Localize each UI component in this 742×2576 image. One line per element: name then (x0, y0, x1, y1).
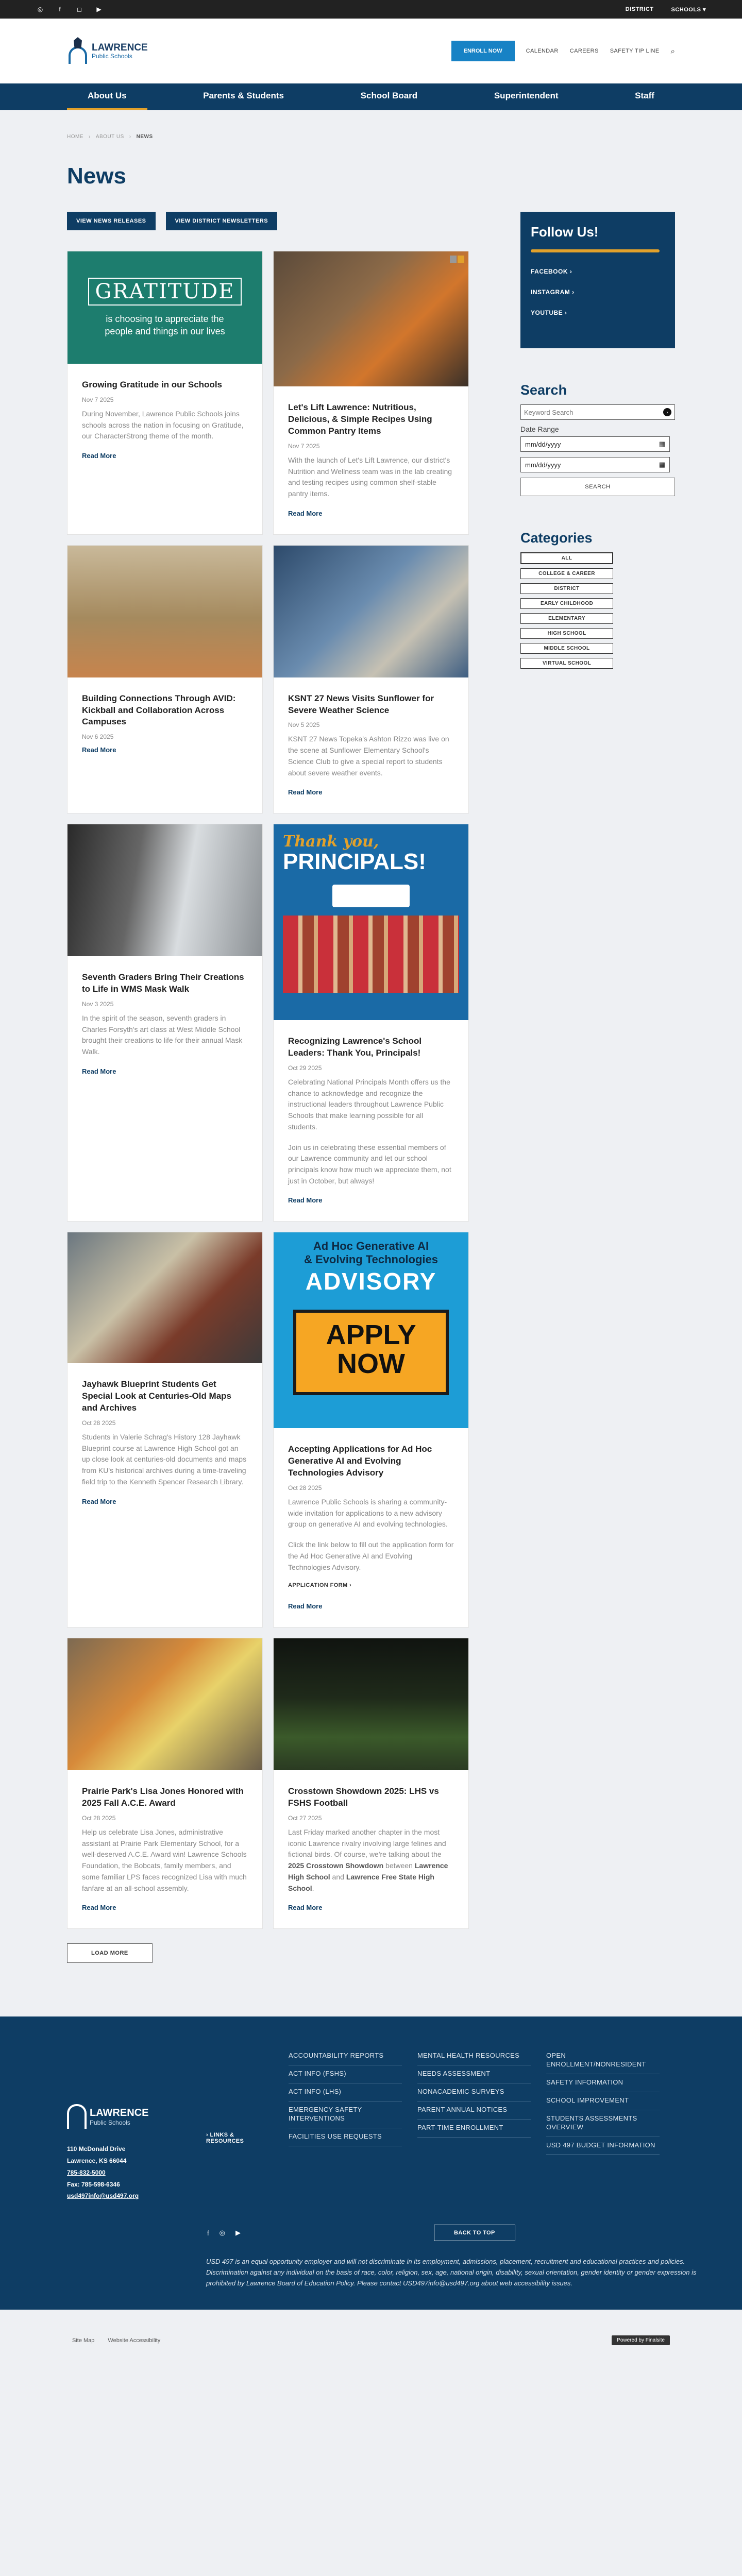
follow-divider (531, 249, 660, 252)
keyword-search-input[interactable]: Keyword Search › (520, 404, 675, 420)
gratitude-image[interactable] (68, 251, 262, 364)
news-photo-cooking[interactable] (274, 251, 468, 386)
start-date-input[interactable]: mm/dd/yyyy ▦ (520, 436, 670, 452)
logo-name: LAWRENCE (92, 42, 148, 53)
category-early-childhood[interactable]: EARLY CHILDHOOD (520, 598, 613, 609)
site-header (0, 19, 742, 83)
links-resources-label: › LINKS & RESOURCES (206, 2132, 244, 2145)
breadcrumb-current: NEWS (136, 134, 153, 140)
category-college-career[interactable]: COLLEGE & CAREER (520, 568, 613, 579)
advisory-word: ADVISORY (305, 1268, 437, 1295)
news-date: Oct 27 2025 (288, 1815, 322, 1822)
end-date-input[interactable]: mm/dd/yyyy ▦ (520, 457, 670, 472)
address-line-1: 110 McDonald Drive (67, 2145, 126, 2153)
view-district-newsletters-button[interactable]: VIEW DISTRICT NEWSLETTERS (166, 212, 278, 230)
news-excerpt: Students in Valerie Schrag's History 128 Jayhawk Blueprint course at Lawrence High School got an up close look at centuries-old documents and maps from KU's historical archives during a time-traveling field trip to the Kenneth Spencer Research Library. (82, 1433, 247, 1486)
principals-word: PRINCIPALS! (283, 849, 426, 875)
district-link[interactable]: DISTRICT (625, 6, 654, 12)
news-card[interactable] (67, 1638, 263, 1929)
footer-logo-subtitle: Public Schools (90, 2119, 130, 2126)
news-date: Oct 28 2025 (288, 1484, 322, 1492)
whatsapp-icon[interactable]: ◎ (37, 6, 43, 13)
news-card[interactable] (67, 824, 263, 1222)
legal-notice: USD 497 is an equal opportunity employer and will not discriminate in its employment, admissions, placement, recruitment and educational practices and policies. Discrimination against any individual on the basis of race, color, religion, sex, age, national origin, disability, sexual orientation, gender identity or gender expression is prohibited by Lawrence Board of Education Policy. Please contact USD497info@usd497.org about web accessibility issues. (206, 2258, 697, 2287)
follow-us-title: Follow Us! (531, 224, 599, 240)
news-title[interactable]: Seventh Graders Bring Their Creations to Life in WMS Mask Walk (82, 972, 244, 994)
apply-now-graphic (293, 1310, 449, 1395)
news-excerpt-2: Join us in celebrating these essential members of our Lawrence community and let our school principals know how much we appreciate them, not just in October, but always! (288, 1143, 451, 1185)
breadcrumb-sep-icon: › (89, 134, 91, 140)
now-word: NOW (337, 1348, 405, 1380)
search-icon[interactable]: ⌕ (670, 46, 675, 56)
instagram-link[interactable]: INSTAGRAM › (531, 289, 575, 296)
site-footer (0, 2016, 742, 2309)
news-main (67, 212, 469, 1963)
fax-text: Fax: 785-598-6346 (67, 2180, 120, 2188)
application-form-link[interactable]: APPLICATION FORM (288, 1582, 348, 1589)
read-more-link[interactable]: Read More (82, 746, 116, 754)
calendar-link[interactable]: CALENDAR (526, 48, 559, 54)
website-accessibility-link[interactable]: Website Accessibility (108, 2337, 161, 2344)
category-elementary[interactable]: ELEMENTARY (520, 613, 613, 624)
site-map-link[interactable]: Site Map (72, 2337, 95, 2344)
news-title[interactable]: KSNT 27 News Visits Sunflower for Severe Weather Science (288, 693, 434, 715)
date-range-label: Date Range (520, 425, 559, 433)
news-card[interactable] (67, 545, 263, 814)
apply-word: APPLY (326, 1319, 416, 1351)
instagram-icon[interactable]: ◎ (219, 2229, 225, 2237)
logo-crest-icon (67, 37, 89, 65)
search-title: Search (520, 382, 567, 398)
footer-link[interactable]: FACILITIES USE REQUESTS (289, 2128, 402, 2146)
powered-by-badge[interactable]: Powered by Finalsite (612, 2335, 670, 2345)
news-excerpt: In the spirit of the season, seventh graders in Charles Forsyth's art class at West Middle School brought their creations to life for their annual Mask Walk. (82, 1014, 243, 1056)
news-card[interactable] (273, 824, 469, 1222)
news-date: Nov 6 2025 (82, 733, 114, 741)
news-title[interactable]: Jayhawk Blueprint Students Get Special Look at Centuries-Old Maps and Archives (82, 1379, 232, 1413)
footer-link[interactable]: STUDENTS ASSESSMENTS OVERVIEW (546, 2110, 660, 2137)
safety-tip-line-link[interactable]: SAFETY TIP LINE (610, 48, 660, 54)
footer-logo[interactable] (67, 2104, 206, 2129)
footer-crest-icon (67, 2104, 87, 2129)
chevron-right-icon: › (206, 2132, 209, 2139)
principals-logo-icon (332, 885, 410, 907)
news-photo-award[interactable] (68, 1638, 262, 1770)
news-title[interactable]: Crosstown Showdown 2025: LHS vs FSHS Football (288, 1786, 439, 1808)
footer-logo-name: LAWRENCE (90, 2107, 149, 2119)
logo-subtitle: Public Schools (92, 52, 132, 60)
news-title[interactable]: Growing Gratitude in our Schools (82, 380, 223, 389)
footer-link[interactable]: ACCOUNTABILITY REPORTS (289, 2047, 402, 2065)
news-date: Oct 28 2025 (82, 1419, 116, 1427)
calendar-icon[interactable]: ▦ (659, 461, 665, 468)
back-to-top-button[interactable]: BACK TO TOP (434, 2225, 515, 2241)
footer-link[interactable]: PARENT ANNUAL NOTICES (417, 2102, 531, 2120)
footer-address (67, 2143, 206, 2202)
footer-link-columns (289, 2047, 660, 2155)
footer-logo-block (67, 2047, 209, 2202)
footer-social-row (67, 2225, 675, 2241)
news-title[interactable]: Let's Lift Lawrence: Nutritious, Delicious, & Simple Recipes Using Common Pantry Items (288, 402, 432, 436)
youtube-icon[interactable]: ▶ (235, 2229, 241, 2237)
category-high-school[interactable]: HIGH SCHOOL (520, 628, 613, 639)
facebook-link[interactable]: FACEBOOK › (531, 268, 572, 275)
footer-link[interactable]: SCHOOL IMPROVEMENT (546, 2092, 660, 2110)
news-photo-science[interactable] (274, 546, 468, 677)
principals-thanks: Thank you, (283, 833, 379, 851)
news-date: Oct 29 2025 (288, 1064, 322, 1072)
news-photo-football[interactable] (274, 1638, 468, 1770)
news-date: Nov 3 2025 (82, 1001, 114, 1008)
principals-photo-collage (283, 916, 459, 993)
news-card[interactable] (273, 1232, 469, 1628)
news-title[interactable]: Recognizing Lawrence's School Leaders: Thank You, Principals! (288, 1036, 422, 1058)
chevron-right-icon: › (569, 268, 572, 275)
news-excerpt: During November, Lawrence Public Schools joins schools across the nation in focusing on Gratitude, our CharacterStrong theme of the month. (82, 409, 244, 440)
category-list (520, 552, 675, 669)
news-card[interactable] (67, 251, 263, 535)
footer-link[interactable]: NEEDS ASSESSMENT (417, 2065, 531, 2083)
read-more-link[interactable]: Read More (288, 1602, 323, 1611)
category-middle-school[interactable]: MIDDLE SCHOOL (520, 643, 613, 654)
footer-link[interactable]: EMERGENCY SAFETY INTERVENTIONS (289, 2102, 402, 2128)
image-controls-icon[interactable] (450, 256, 464, 263)
breadcrumb (67, 134, 742, 140)
nav-staff[interactable]: Staff (635, 91, 654, 100)
news-photo-archives[interactable] (68, 1232, 262, 1363)
footer-col-1 (289, 2047, 402, 2155)
news-excerpt: Celebrating National Principals Month offers us the chance to acknowledge and recognize the instructional leaders throughout Lawrence Public Schools that make learning possible for all students. (288, 1078, 450, 1131)
news-date: Nov 5 2025 (288, 721, 320, 729)
advisory-image[interactable] (274, 1232, 468, 1428)
footer-link[interactable]: OPEN ENROLLMENT/NONRESIDENT (546, 2047, 660, 2074)
calendar-icon[interactable]: ▦ (659, 440, 665, 448)
read-more-link[interactable]: Read More (288, 1196, 323, 1205)
read-more-link[interactable]: Read More (82, 1497, 116, 1505)
read-more-link[interactable]: Read More (288, 1904, 323, 1912)
principals-image[interactable] (274, 824, 468, 1020)
news-title[interactable]: Prairie Park's Lisa Jones Honored with 2025 Fall A.C.E. Award (82, 1786, 244, 1808)
nav-superintendent[interactable]: Superintendent (494, 91, 559, 100)
search-button[interactable]: SEARCH (520, 478, 675, 496)
breadcrumb-about[interactable]: ABOUT US (95, 134, 124, 140)
news-title[interactable]: Accepting Applications for Ad Hoc Generative AI and Evolving Technologies Advisory (288, 1444, 432, 1478)
advisory-line1: Ad Hoc Generative AI (313, 1240, 429, 1253)
enroll-now-button[interactable]: ENROLL NOW (451, 41, 515, 61)
news-excerpt: With the launch of Let's Lift Lawrence, our district's Nutrition and Wellness team was in the lab creating and testing recipes using common shelf-stable pantry items. (288, 455, 452, 498)
youtube-link[interactable]: YOUTUBE › (531, 309, 567, 316)
read-more-link[interactable]: Read More (82, 452, 116, 460)
footer-link[interactable]: USD 497 BUDGET INFORMATION (546, 2137, 660, 2155)
advisory-line2: & Evolving Technologies (304, 1253, 438, 1266)
view-news-releases-button[interactable]: VIEW NEWS RELEASES (67, 212, 156, 230)
footer-link[interactable]: ACT INFO (FSHS) (289, 2065, 402, 2083)
read-more-link[interactable]: Read More (288, 788, 323, 796)
utility-social (36, 6, 103, 13)
chevron-right-icon: › (572, 289, 575, 296)
email-link[interactable]: usd497info@usd497.org (67, 2192, 139, 2200)
footer-link[interactable]: NONACADEMIC SURVEYS (417, 2083, 531, 2102)
chevron-right-icon: › (349, 1582, 352, 1589)
news-card[interactable] (273, 1638, 469, 1929)
youtube-icon[interactable]: ▶ (96, 6, 102, 13)
chevron-right-icon: › (565, 309, 567, 316)
page-title: News (67, 163, 126, 189)
read-more-link[interactable]: Read More (82, 1904, 116, 1912)
news-card[interactable] (67, 1232, 263, 1628)
footer-link[interactable]: MENTAL HEALTH RESOURCES (417, 2047, 531, 2065)
news-excerpt: KSNT 27 News Topeka's Ashton Rizzo was live on the scene at Sunflower Elementary School's Science Club to give a special report to students about severe weather events. (288, 735, 449, 777)
read-more-link[interactable]: Read More (82, 1067, 116, 1075)
schools-dropdown[interactable]: SCHOOLS ▾ (671, 6, 706, 13)
search-go-icon[interactable]: › (663, 408, 671, 416)
news-date: Nov 7 2025 (288, 442, 320, 450)
news-photo-mask-walk[interactable] (68, 824, 262, 956)
news-excerpt: Last Friday marked another chapter in the most iconic Lawrence rivalry involving large felines and fictional birds. Of course, we're talking about the 2025 Crosstown Showdown between Lawrence High School and Lawrence Free State High School. (288, 1828, 448, 1892)
news-date: Oct 28 2025 (82, 1815, 116, 1822)
phone-link[interactable]: 785-832-5000 (67, 2168, 106, 2176)
footer-link[interactable]: PART-TIME ENROLLMENT (417, 2120, 531, 2138)
news-title[interactable]: Building Connections Through AVID: Kickball and Collaboration Across Campuses (82, 693, 236, 727)
footer-col-3 (546, 2047, 660, 2155)
sidebar (520, 212, 675, 1963)
news-excerpt-2: Click the link below to fill out the application form for the Ad Hoc Generative AI and Evolving Technologies Advisory. (288, 1540, 454, 1571)
news-excerpt: Help us celebrate Lisa Jones, administrative assistant at Prairie Park Elementary School, for a well-deserved A.C.E. Award win! Lawrence Schools Foundation, the Bobcats, family members, and some familiar LPS faces recognized Lisa with much fanfare at an all-school assembly. (82, 1828, 247, 1892)
facebook-icon[interactable]: f (207, 2229, 209, 2237)
address-line-2: Lawrence, KS 66044 (67, 2157, 127, 2164)
utility-bar (0, 0, 742, 19)
breadcrumb-sep-icon: › (129, 134, 131, 140)
nav-school-board[interactable]: School Board (360, 91, 418, 100)
site-logo[interactable] (67, 37, 148, 65)
footer-col-2 (417, 2047, 531, 2155)
nav-parents-students[interactable]: Parents & Students (203, 91, 284, 100)
nav-about-us[interactable]: About Us (67, 83, 147, 110)
news-date: Nov 7 2025 (82, 396, 114, 403)
news-card[interactable] (273, 545, 469, 814)
read-more-link[interactable]: Read More (288, 509, 323, 517)
follow-us-panel (520, 212, 675, 348)
gratitude-image-title: GRATITUDE (88, 278, 242, 306)
category-virtual-school[interactable]: VIRTUAL SCHOOL (520, 658, 613, 669)
category-district[interactable]: DISTRICT (520, 583, 613, 594)
breadcrumb-home[interactable]: HOME (67, 134, 83, 140)
footer-link[interactable]: ACT INFO (LHS) (289, 2083, 402, 2102)
news-photo-kickball[interactable] (68, 546, 262, 677)
main-nav (0, 83, 742, 110)
news-grid (67, 251, 469, 1929)
load-more-button[interactable]: LOAD MORE (67, 1943, 153, 1963)
careers-link[interactable]: CAREERS (569, 48, 599, 54)
categories-title: Categories (520, 530, 593, 546)
category-all[interactable]: ALL (520, 552, 613, 564)
instagram-icon[interactable]: ◻ (77, 6, 82, 13)
footer-link[interactable]: SAFETY INFORMATION (546, 2074, 660, 2092)
gratitude-image-text: is choosing to appreciate the people and things in our lives (105, 313, 225, 336)
facebook-icon[interactable]: f (59, 6, 61, 13)
bottom-bar (0, 2310, 742, 2371)
news-excerpt: Lawrence Public Schools is sharing a community-wide invitation for applications to a new advisory group on generative AI and evolving technologies. (288, 1498, 448, 1529)
news-card[interactable] (273, 251, 469, 535)
